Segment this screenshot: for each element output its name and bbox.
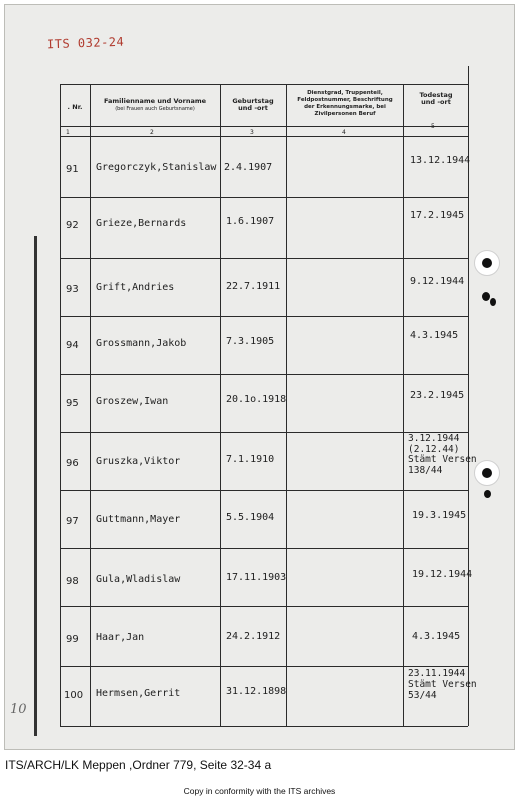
punch-hole: [474, 250, 500, 276]
ink-blot: [484, 490, 491, 498]
row-95-nr: 95: [66, 398, 79, 409]
row-99-name: Haar,Jan: [96, 632, 145, 643]
row-91-birth: 2.4.1907: [224, 162, 273, 173]
row-95-death: 23.2.1945: [410, 390, 465, 401]
row-96-name: Gruszka,Viktor: [96, 456, 181, 467]
margin-note: 10: [10, 702, 27, 717]
row-divider: [60, 374, 468, 375]
row-94-nr: 94: [66, 340, 79, 351]
table-left-line: [60, 84, 61, 726]
punch-hole-center: [482, 468, 492, 478]
col-name-line: [220, 84, 221, 726]
header-nr: . Nr.: [67, 103, 83, 111]
row-99-nr: 99: [66, 634, 79, 645]
header-divider: [60, 126, 468, 127]
row-divider: [60, 606, 468, 607]
row-divider: [60, 548, 468, 549]
row-91-death: 13.12.1944: [410, 155, 471, 166]
header-death: Todestag und -ort: [419, 91, 453, 106]
row-98-death: 19.12.1944: [412, 569, 473, 580]
ink-blot: [490, 298, 496, 306]
ink-blot: [482, 292, 490, 301]
col-nr-line: [90, 84, 91, 726]
col-rank-line: [403, 84, 404, 726]
row-100-birth: 31.12.1898: [226, 686, 287, 697]
row-94-birth: 7.3.1905: [226, 336, 275, 347]
row-92-death: 17.2.1945: [410, 210, 465, 221]
row-91-name: Gregorczyk,Stanislaw: [96, 162, 217, 173]
row-93-nr: 93: [66, 284, 79, 295]
row-99-death: 4.3.1945: [412, 631, 461, 642]
table-top-line: [60, 84, 468, 85]
archive-reference: ITS/ARCH/LK Meppen ,Ordner 779, Seite 32-34 a: [5, 758, 272, 772]
row-divider: [60, 432, 468, 433]
colnum-3: 3: [250, 129, 254, 136]
colnum-4: 4: [342, 129, 346, 136]
row-divider: [60, 316, 468, 317]
row-97-birth: 5.5.1904: [226, 512, 275, 523]
row-divider: [60, 666, 468, 667]
row-93-name: Grift,Andries: [96, 282, 175, 293]
archive-stamp: ITS 032-24: [46, 34, 125, 52]
row-94-name: Grossmann,Jakob: [96, 338, 187, 349]
row-92-name: Grieze,Bernards: [96, 218, 187, 229]
copy-note: Copy in conformity with the ITS archives: [183, 786, 336, 796]
row-91-nr: 91: [66, 164, 79, 175]
colnum-divider: [60, 136, 468, 137]
colnum-2: 2: [150, 129, 154, 136]
row-100-name: Hermsen,Gerrit: [96, 688, 181, 699]
row-94-death: 4.3.1945: [410, 330, 459, 341]
header-rank: Dienstgrad, Truppenteil, Feldpostnummer, Beschriftung der Erkennungsmarke, bei Zivilpersonen Beruf: [297, 90, 393, 117]
row-96-nr: 96: [66, 458, 79, 469]
row-divider: [60, 258, 468, 259]
row-divider: [60, 197, 468, 198]
row-98-birth: 17.11.1903: [226, 572, 287, 583]
header-name-sub: (bei Frauen auch Geburtsname): [115, 106, 195, 112]
row-96-death: 3.12.1944 (2.12.44) Stämt Versen 138/44: [408, 433, 477, 476]
row-92-nr: 92: [66, 220, 79, 231]
row-93-birth: 22.7.1911: [226, 281, 281, 292]
table-bottom-line: [60, 726, 468, 727]
row-92-birth: 1.6.1907: [226, 216, 275, 227]
row-98-name: Gula,Wladislaw: [96, 574, 181, 585]
row-95-birth: 20.1o.1918: [226, 394, 287, 405]
col-birth-line: [286, 84, 287, 726]
header-name: Familienname und Vorname: [103, 97, 207, 105]
row-98-nr: 98: [66, 576, 79, 587]
row-100-nr: 100: [64, 690, 84, 701]
row-99-birth: 24.2.1912: [226, 631, 281, 642]
header-birth: Geburtstag und -ort: [232, 97, 274, 112]
colnum-5: 5: [431, 123, 435, 130]
row-97-name: Guttmann,Mayer: [96, 514, 181, 525]
punch-hole: [474, 460, 500, 486]
row-97-nr: 97: [66, 516, 79, 527]
row-100-death: 23.11.1944 Stämt Versen 53/44: [408, 668, 477, 701]
row-96-birth: 7.1.1910: [226, 454, 275, 465]
row-97-death: 19.3.1945: [412, 510, 467, 521]
row-divider: [60, 490, 468, 491]
row-95-name: Groszew,Iwan: [96, 396, 169, 407]
punch-hole-center: [482, 258, 492, 268]
colnum-1: 1: [66, 129, 70, 136]
row-93-death: 9.12.1944: [410, 276, 465, 287]
